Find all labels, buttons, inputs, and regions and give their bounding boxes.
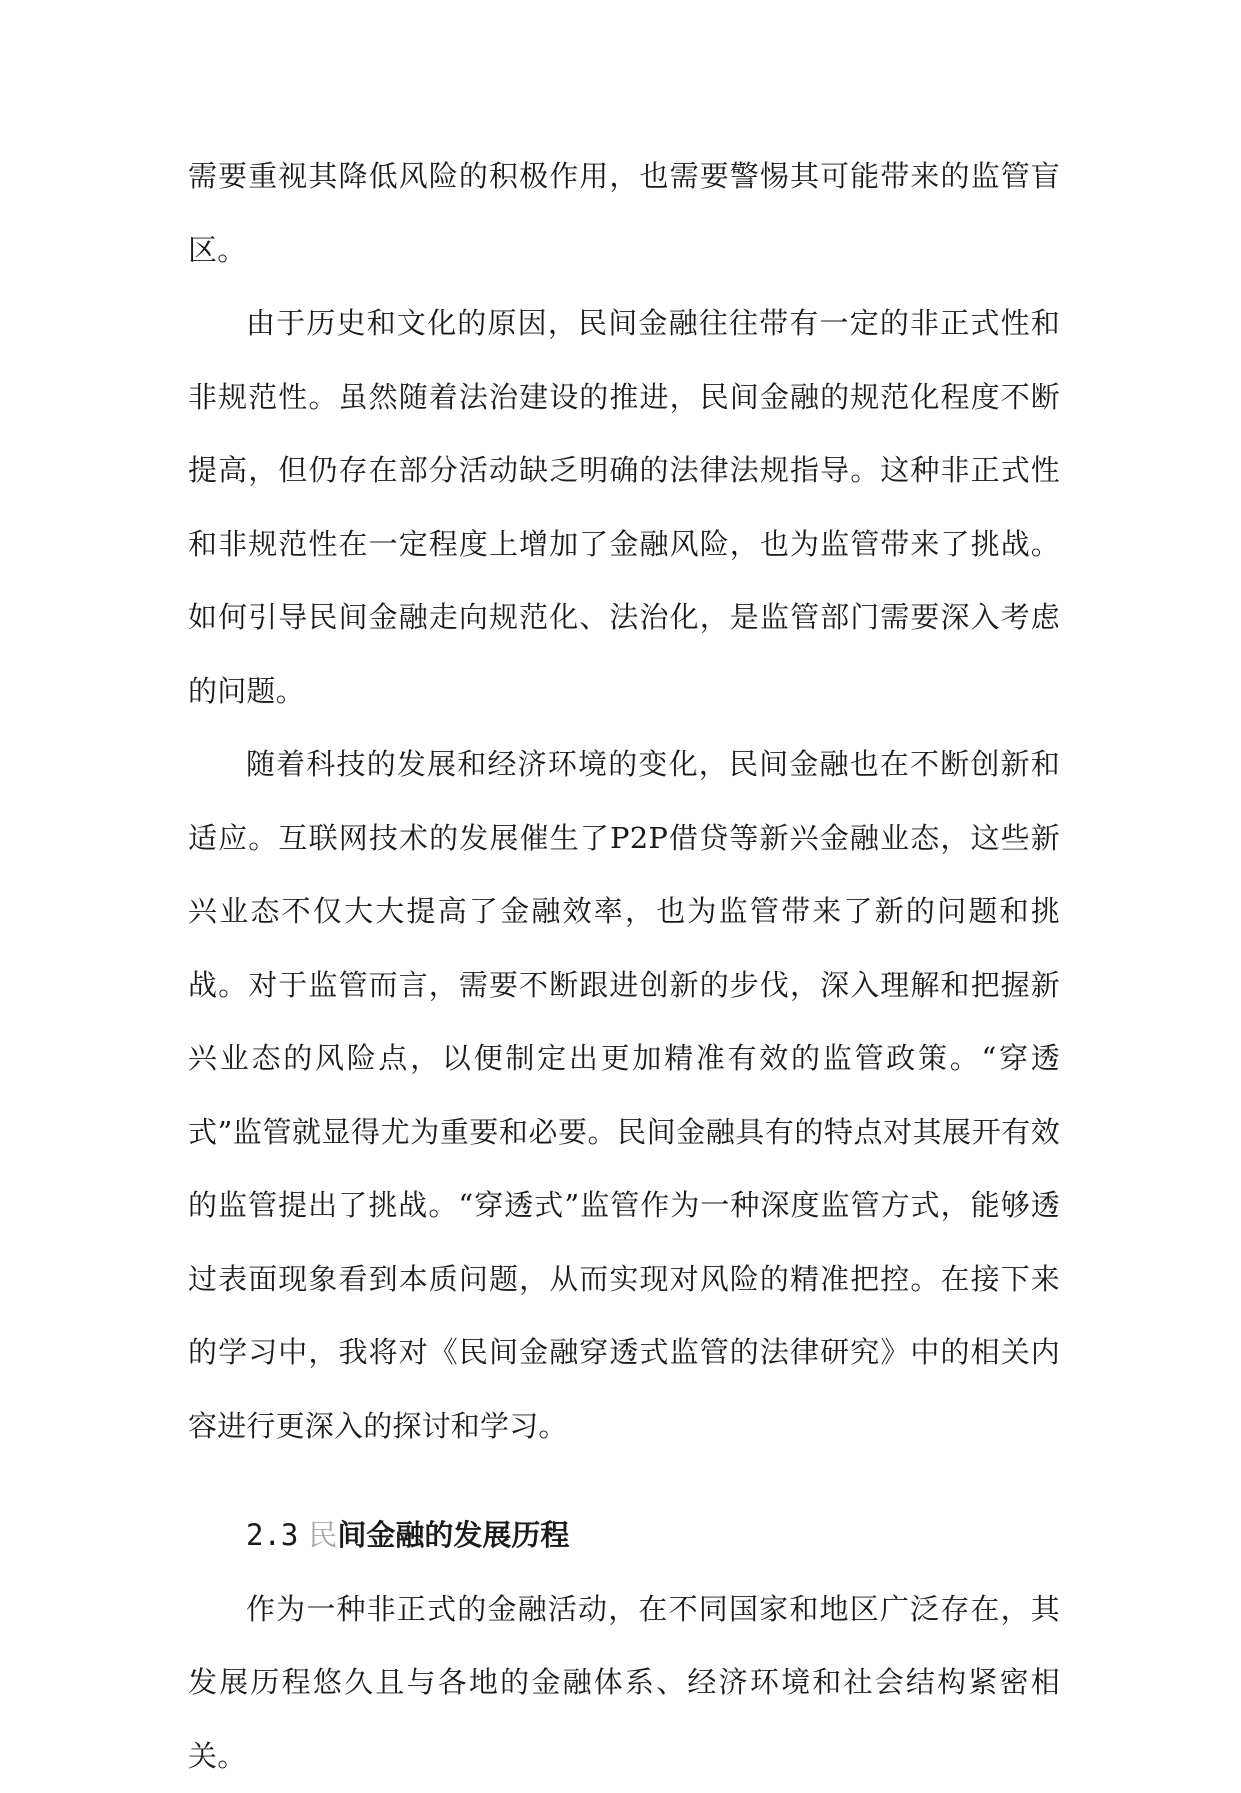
paragraph-continuation: 需要重视其降低风险的积极作用，也需要警惕其可能带来的监管盲区。 — [188, 140, 1060, 287]
paragraph-informality: 由于历史和文化的原因，民间金融往往带有一定的非正式性和非规范性。虽然随着法治建设的推进，民间金融的规范化程度不断提高，但仍存在部分活动缺乏明确的法律法规指导。这种非正式性和非规范性在一定程度上增加了金融风险，也为监管带来了挑战。如何引导民间金融走向规范化、法治化，是监管部门需要深入考虑的问题。 — [188, 287, 1060, 728]
document-page — [188, 140, 1060, 1793]
paragraph-innovation: 随着科技的发展和经济环境的变化，民间金融也在不断创新和适应。互联网技术的发展催生了P2P借贷等新兴金融业态，这些新兴业态不仅大大提高了金融效率，也为监管带来了新的问题和挑战。对于监管而言，需要不断跟进创新的步伐，深入理解和把握新兴业态的风险点，以便制定出更加精准有效的监管政策。“穿透式”监管就显得尤为重要和必要。民间金融具有的特点对其展开有效的监管提出了挑战。“穿透式”监管作为一种深度监管方式，能够透过表面现象看到本质问题，从而实现对风险的精准把控。在接下来的学习中，我将对《民间金融穿透式监管的法律研究》中的相关内容进行更深入的探讨和学习。 — [188, 728, 1060, 1463]
section-number: 2.3 — [246, 1518, 298, 1552]
section-title-rest: 间金融的发展历程 — [337, 1518, 569, 1552]
section-title-first-char: 民 — [308, 1518, 337, 1552]
paragraph-history: 作为一种非正式的金融活动，在不同国家和地区广泛存在，其发展历程悠久且与各地的金融体系、经济环境和社会结构紧密相关。 — [188, 1573, 1060, 1793]
section-heading — [188, 1499, 1060, 1573]
